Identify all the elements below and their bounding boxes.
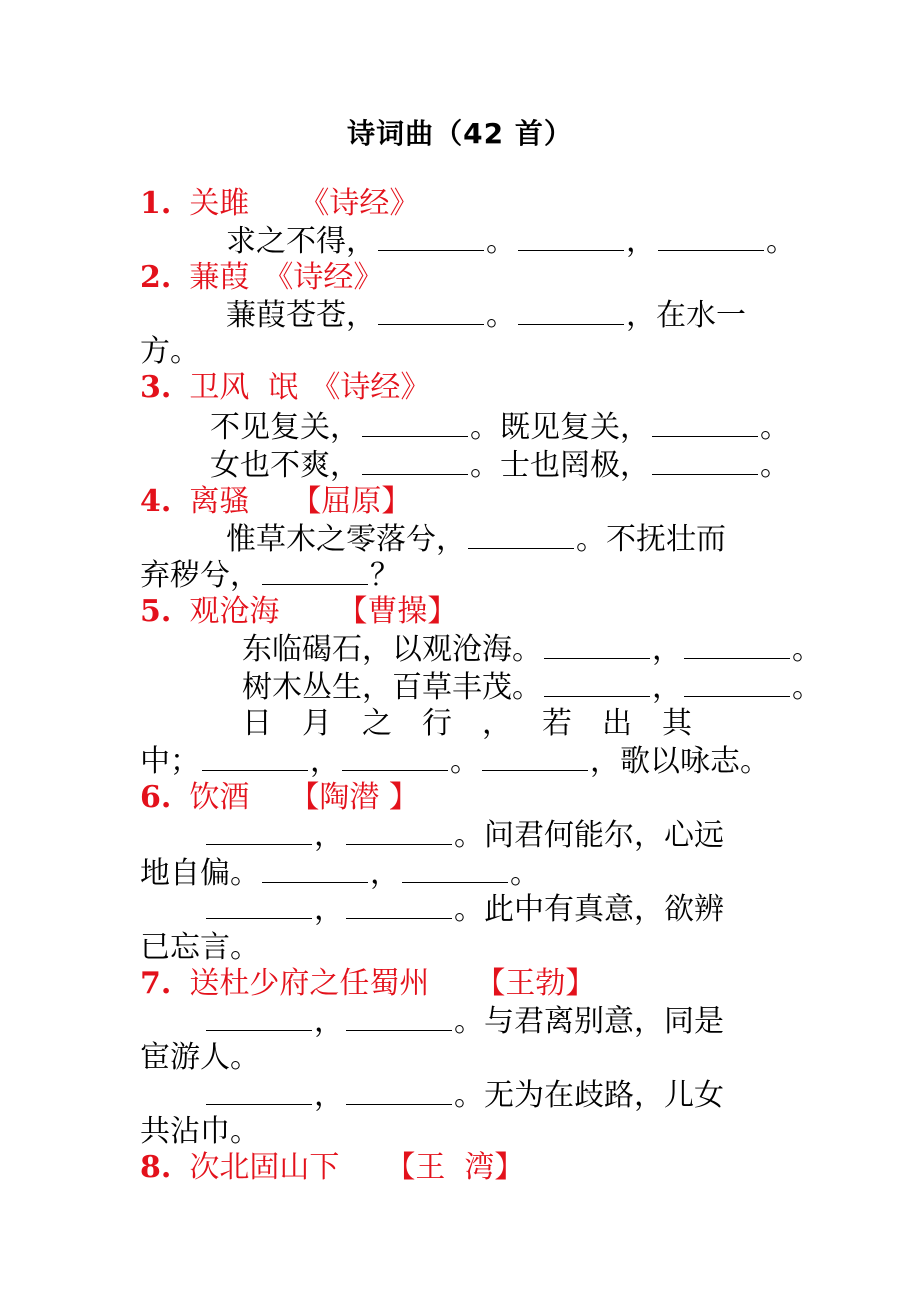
answer-blank[interactable]: [652, 452, 758, 475]
poem-heading-2: [140, 260, 383, 296]
answer-blank[interactable]: [202, 748, 308, 771]
poem-line: 共沾巾。: [140, 1114, 260, 1149]
poem-line: 惟草木之零落兮， 。不抚壮而: [226, 522, 726, 557]
poem-heading-6: [140, 780, 419, 816]
poem-name: 蒹葭: [189, 260, 250, 295]
answer-blank[interactable]: [346, 896, 452, 919]
poem-author: 【屈原】: [291, 484, 412, 519]
answer-blank[interactable]: [544, 636, 650, 659]
poem-line: 蒹葭苍苍， 。 ，在水一: [226, 298, 746, 333]
poem-line: 不见复关， 。既见复关， 。: [210, 410, 790, 445]
answer-blank[interactable]: [346, 822, 452, 845]
poem-author: 《诗经》: [263, 260, 384, 295]
poem-number: 6.: [140, 780, 172, 815]
answer-blank[interactable]: [206, 1008, 312, 1031]
answer-blank[interactable]: [518, 228, 624, 251]
answer-blank[interactable]: [362, 414, 468, 437]
poem-line: ， 。问君何能尔，心远: [204, 818, 724, 854]
poem-author: 《诗经》: [310, 370, 431, 405]
poem-line: ， 。此中有真意，欲辨: [204, 892, 724, 928]
answer-blank[interactable]: [658, 228, 764, 251]
answer-blank[interactable]: [482, 748, 588, 771]
poem-line: 弃秽兮， ？: [140, 558, 400, 593]
answer-blank[interactable]: [206, 896, 312, 919]
answer-blank[interactable]: [544, 674, 650, 697]
poem-number: 1.: [140, 186, 172, 221]
poem-line: 女也不爽， 。士也罔极， 。: [210, 448, 790, 483]
answer-blank[interactable]: [378, 228, 484, 251]
poem-number: 5.: [140, 594, 172, 629]
answer-blank[interactable]: [346, 1008, 452, 1031]
poem-name: 卫风 氓: [189, 370, 299, 405]
poem-number: 8.: [140, 1150, 172, 1185]
answer-blank[interactable]: [206, 822, 312, 845]
poem-heading-5: [140, 594, 457, 630]
poem-name: 送杜少府之任蜀州: [189, 966, 430, 1001]
poem-line: 树木丛生，百草丰茂。 ， 。: [242, 670, 822, 705]
answer-blank[interactable]: [684, 674, 790, 697]
poem-line: 求之不得， 。 ， 。: [226, 224, 796, 259]
answer-blank[interactable]: [652, 414, 758, 437]
answer-blank[interactable]: [262, 562, 368, 585]
poem-number: 2.: [140, 260, 172, 295]
poem-name: 次北固山下: [189, 1150, 340, 1185]
poem-author: 【王 湾】: [385, 1150, 525, 1185]
poem-line: ， 。与君离别意，同是: [204, 1004, 724, 1040]
poem-line: 方。: [140, 334, 200, 369]
poem-number: 7.: [140, 966, 172, 1001]
poem-author: 【陶潜 】: [289, 780, 419, 815]
poem-heading-3: [140, 370, 430, 406]
poem-line: 中； ， 。 ，歌以咏志。: [140, 744, 770, 779]
poem-heading-4: [140, 484, 411, 520]
poem-heading-1: [140, 186, 419, 222]
answer-blank[interactable]: [684, 636, 790, 659]
poem-line: ， 。无为在歧路，儿女: [204, 1078, 724, 1114]
poem-line: 已忘言。: [140, 930, 260, 965]
poem-author: 【王勃】: [475, 966, 596, 1001]
answer-blank[interactable]: [262, 860, 368, 883]
poem-author: 《诗经》: [299, 186, 420, 221]
page-title: 诗词曲（42 首）: [347, 117, 573, 150]
poem-heading-7: [140, 966, 595, 1002]
poem-author: 【曹操】: [337, 594, 458, 629]
poem-name: 观沧海: [189, 594, 280, 629]
answer-blank[interactable]: [362, 452, 468, 475]
answer-blank[interactable]: [518, 302, 624, 325]
poem-line: 宦游人。: [140, 1040, 260, 1075]
poem-name: 饮酒: [189, 780, 250, 815]
poem-number: 4.: [140, 484, 172, 519]
poem-number: 3.: [140, 370, 172, 405]
answer-blank[interactable]: [378, 302, 484, 325]
poem-name: 关雎: [189, 186, 250, 221]
poem-line: 地自偏。 ， 。: [140, 856, 540, 891]
poem-line: 日月之行，若出其: [242, 706, 722, 741]
poem-line: 东临碣石，以观沧海。 ， 。: [242, 632, 822, 667]
poem-name: 离骚: [189, 484, 250, 519]
answer-blank[interactable]: [468, 526, 574, 549]
answer-blank[interactable]: [402, 860, 508, 883]
answer-blank[interactable]: [346, 1082, 452, 1105]
answer-blank[interactable]: [206, 1082, 312, 1105]
answer-blank[interactable]: [342, 748, 448, 771]
poem-heading-8: [140, 1150, 524, 1186]
